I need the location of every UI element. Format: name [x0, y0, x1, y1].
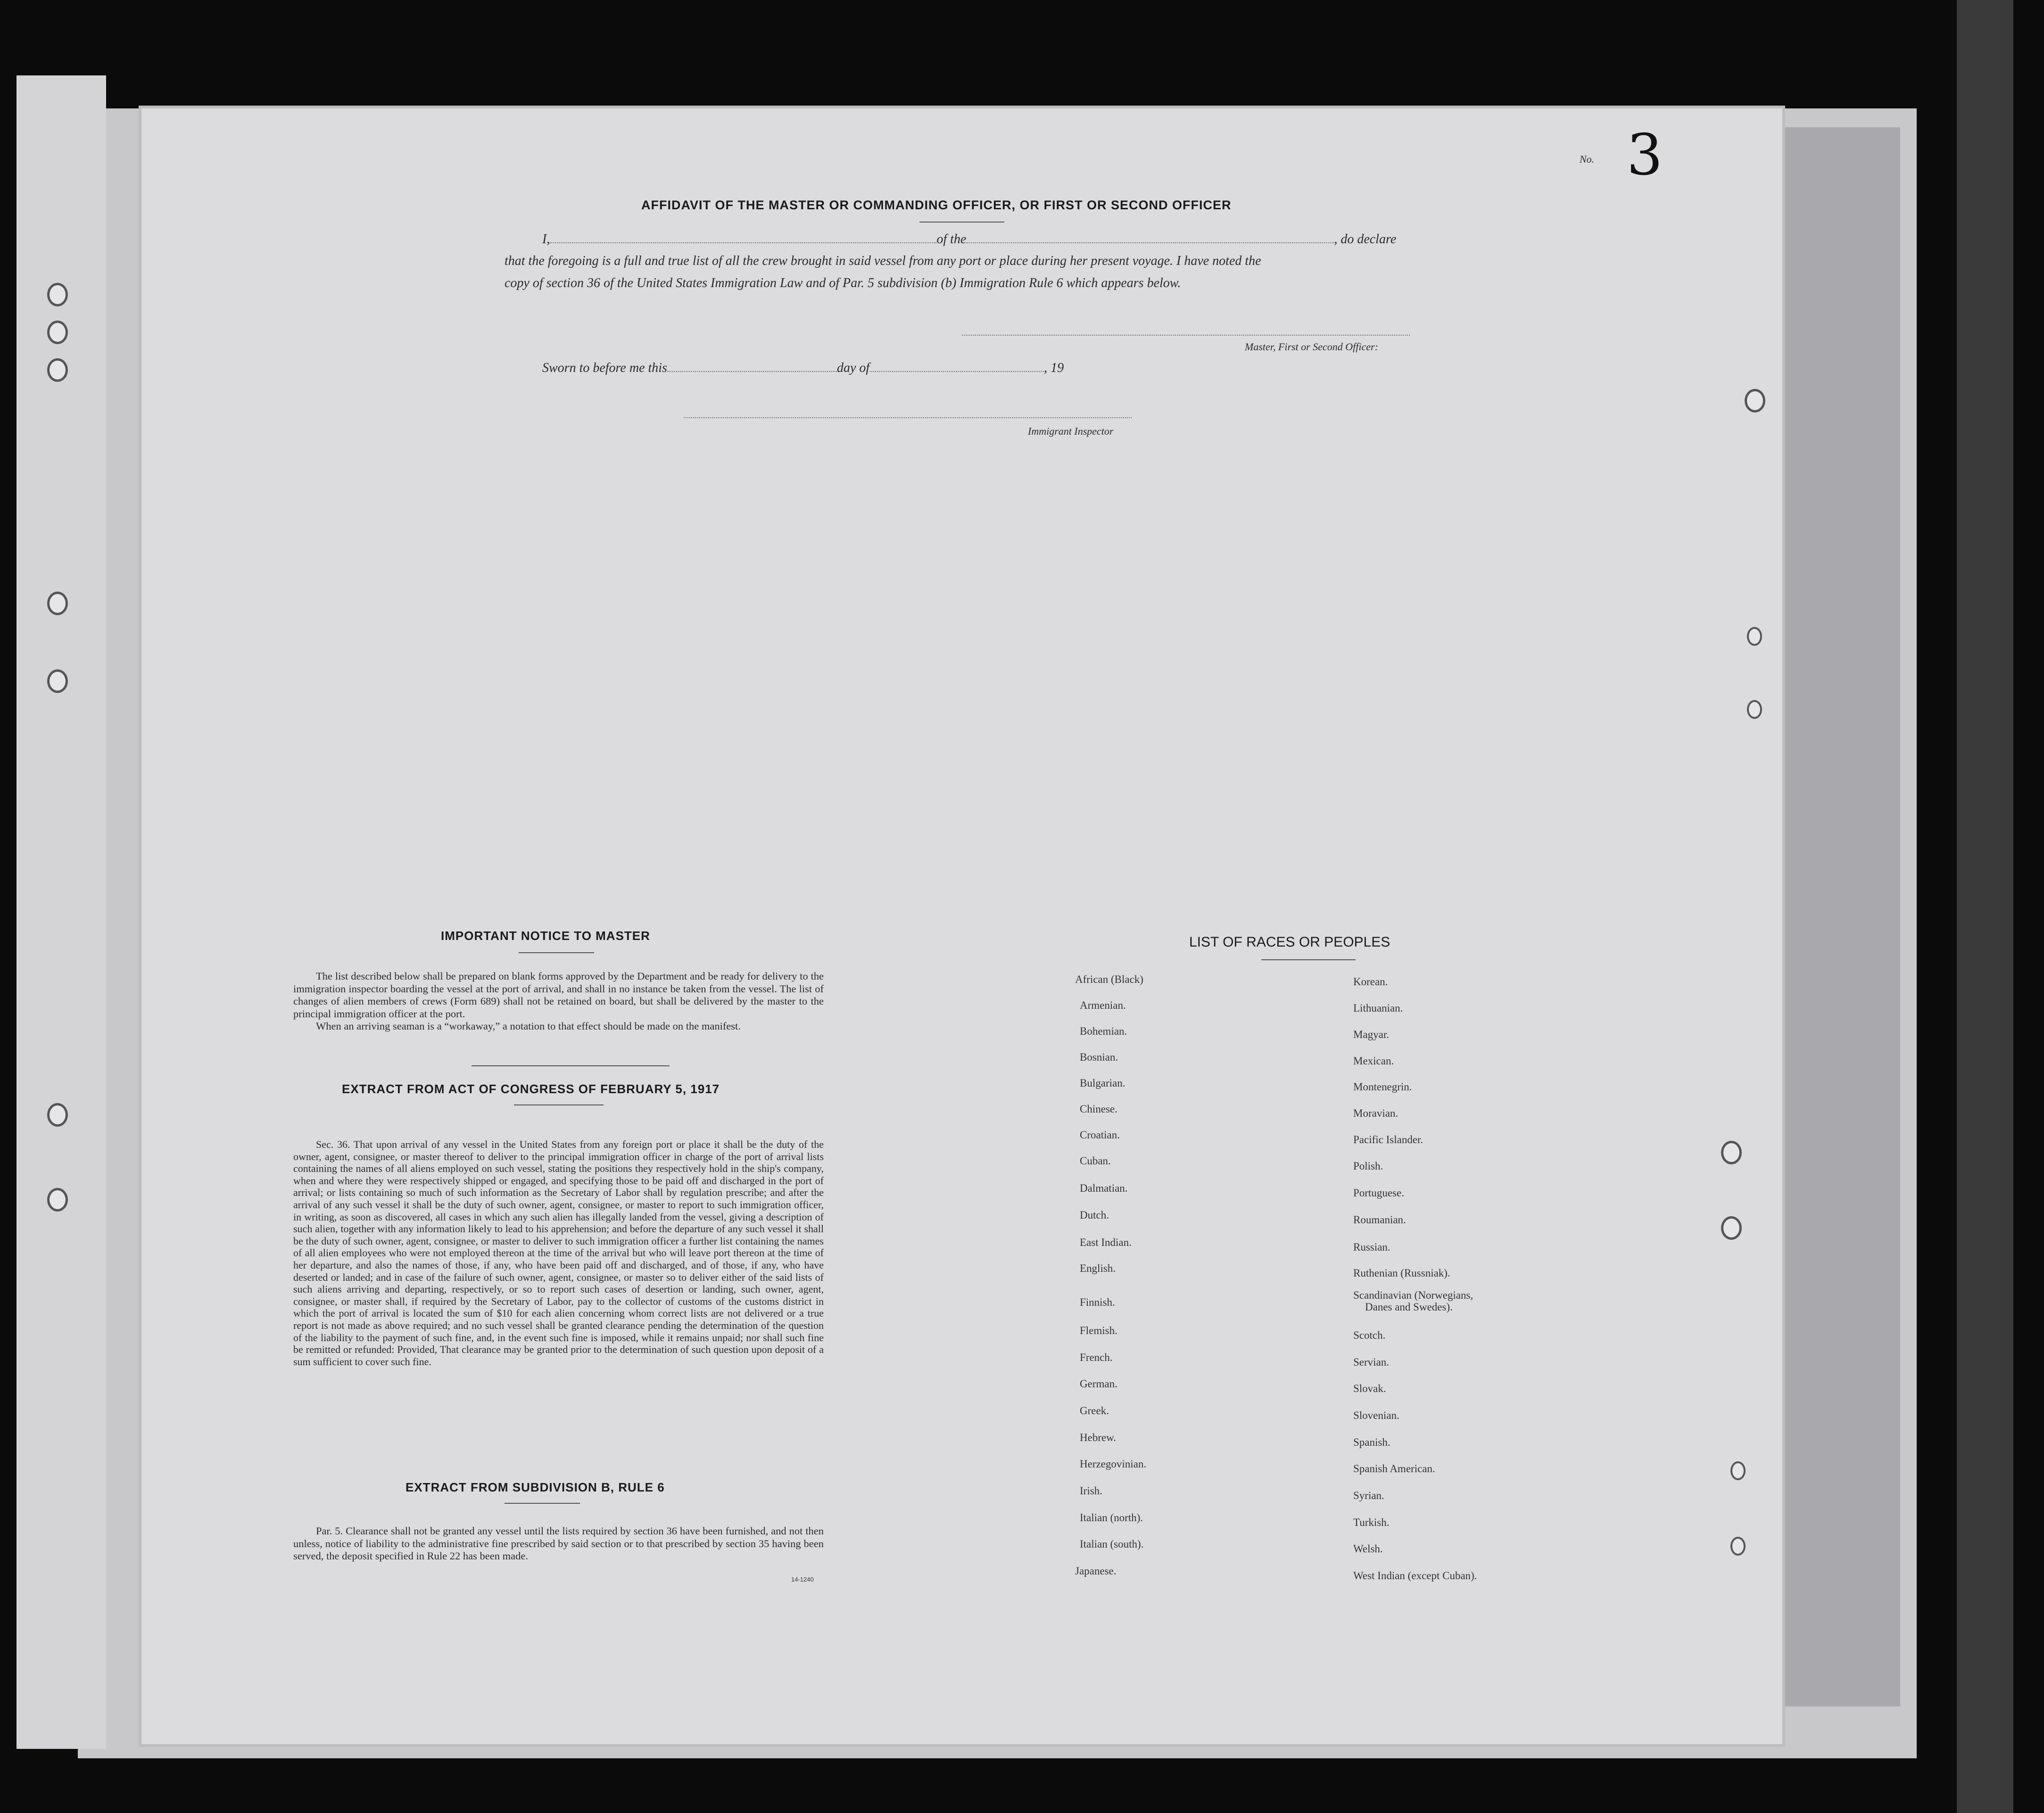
race-item: Herzegovinian.: [1080, 1458, 1147, 1470]
race-item: Korean.: [1353, 976, 1388, 988]
race-item: Turkish.: [1353, 1516, 1390, 1528]
race-item: Finnish.: [1080, 1296, 1115, 1308]
race-item: Polish.: [1353, 1160, 1383, 1172]
race-item: Bosnian.: [1080, 1051, 1118, 1063]
day-of-text: day of: [836, 361, 870, 375]
binder-hole: [47, 321, 68, 344]
affidavit-line-1: [542, 232, 1396, 247]
notice-heading: IMPORTANT NOTICE TO MASTER: [441, 929, 650, 943]
race-item: Scotch.: [1353, 1329, 1386, 1341]
race-item: English.: [1080, 1262, 1116, 1274]
race-item: Dalmatian.: [1080, 1182, 1128, 1194]
affidavit-line-3: copy of section 36 of the United States Immigration Law and of Par. 5 subdivision (b) Immigration Rule 6 which appears below.: [505, 276, 1181, 290]
race-item: Hebrew.: [1080, 1432, 1117, 1443]
master-signature-line: [962, 335, 1410, 336]
race-item: African (Black): [1075, 973, 1143, 985]
race-item: Mexican.: [1353, 1055, 1394, 1067]
race-item: Lithuanian.: [1353, 1002, 1403, 1014]
race-item: Roumanian.: [1353, 1214, 1406, 1226]
affidavit-line-2: that the foregoing is a full and true list of all the crew brought in said vessel from any port or place during her present voyage. I have noted the: [505, 254, 1261, 268]
par-5-text: Par. 5. Clearance shall not be granted any vessel until the lists required by section 36 have been furnished, and not then unless, notice of liability to the administrative fine prescribed by said section or to that prescribed by section 35 having been served, the deposit specified in Rule 22 has been made.: [293, 1525, 824, 1562]
affidavit-title: AFFIDAVIT OF THE MASTER OR COMMANDING OFFICER, OR FIRST OR SECOND OFFICER: [641, 198, 1232, 212]
notice-paragraph-1: The list described below shall be prepared on blank forms approved by the Department and be ready for delivery to the immigration inspector boarding the vessel at the port of arrival, and shall in no instance be taken from the vessel. The list of changes of alien members of crews (Form 689) shall not be retained on board, but shall be delivered by the master to the principal immigration officer at the port.: [293, 970, 824, 1020]
race-item: Irish.: [1080, 1485, 1102, 1497]
section-36-text: Sec. 36. That upon arrival of any vessel in the United States from any foreign port or place it shall be the duty of the owner, agent, consignee, or master thereof to deliver to the principal immigration officer in charge of the port of arrival lists containing the names of all aliens employed on such vessel, stating the positions they respectively hold in the ship's company, when and where they were respectively shipped or engaged, and specifying those to be paid off and discharged in the port of arrival; or lists containing so much of such information as the Secretary of Labor shall by regulation prescribe; and after the arrival of any such vessel it shall be the duty of such owner, agent, consignee, or master to report to such immigration officer, in writing, as soon as discovered, all cases in which any such alien has illegally landed from the vessel, giving a description of such alien, together with any information likely to lead to his apprehension; and before the departure of any such vessel it shall be the duty of such owner, agent, consignee, or master to deliver to such immigration officer a further list containing the names of all alien employees who were not employed thereon at the time of the arrival but who will leave port thereon at the time of her departure, and also the names of those, if any, who have been paid off and discharged, and of those, if any, who have deserted or landed; and in case of the failure of such owner, agent, consignee, or master so to deliver either of the said lists of such aliens arriving and departing, respectively, or so to report such cases of desertion or landing, such owner, agent, consignee, or master shall, if required by the Secretary of Labor, pay to the collector of customs of the customs district in which the port of arrival is located the sum of $10 for each alien concerning whom correct lists are not delivered or a true report is not made as above required; and no such vessel shall be granted clearance pending the determination of the question of the liability to the payment of such fine, and, in the event such fine is imposed, while it remains unpaid; nor shall such fine be remitted or refunded: Provided, That clearance may be granted prior to the determination of such question upon deposit of a sum sufficient to cover such fine.: [293, 1138, 824, 1368]
edge-hole: [1721, 1216, 1742, 1240]
race-item: German.: [1080, 1378, 1117, 1390]
binder-hole: [47, 358, 68, 382]
race-item: Servian.: [1353, 1356, 1390, 1368]
binder-hole: [47, 592, 68, 615]
race-item: Greek.: [1080, 1405, 1109, 1417]
page-number: [1580, 153, 1594, 165]
notice-paragraph-2: When an arriving seaman is a “workaway,” a notation to that effect should be made on the manifest.: [316, 1020, 741, 1032]
race-item: Bulgarian.: [1080, 1077, 1125, 1089]
race-item: Cuban.: [1080, 1155, 1111, 1167]
binder-spine: [1957, 0, 2013, 1813]
race-item: Slovak.: [1353, 1383, 1386, 1394]
race-item: Russian.: [1353, 1241, 1390, 1253]
race-item: Croatian.: [1080, 1129, 1120, 1141]
race-item: Spanish.: [1353, 1436, 1390, 1448]
page-hole: [1747, 700, 1762, 719]
race-item: Pacific Islander.: [1353, 1134, 1423, 1145]
notice-body: [293, 970, 824, 1033]
sworn-text: Sworn to before me this: [542, 361, 667, 375]
edge-hole: [1721, 1141, 1742, 1164]
number-label: No.: [1580, 153, 1595, 165]
race-item: Scandinavian (Norwegians,: [1353, 1289, 1473, 1301]
races-heading: LIST OF RACES OR PEOPLES: [1189, 934, 1390, 950]
name-blank: [550, 242, 936, 243]
binder-hole: [47, 1103, 68, 1127]
form-number: 14-1240: [791, 1576, 814, 1583]
affidavit-i: I,: [542, 232, 550, 247]
race-item: Bohemian.: [1080, 1025, 1127, 1037]
notice-rule: [519, 952, 594, 953]
binder-hole: [47, 669, 68, 693]
race-item: Danes and Swedes).: [1365, 1301, 1453, 1313]
section-rule: [472, 1065, 670, 1066]
inspector-label: Immigrant Inspector: [1028, 425, 1114, 437]
stamped-page-number: 3: [1627, 123, 1663, 188]
race-item: Magyar.: [1353, 1029, 1390, 1040]
page-hole: [1730, 1461, 1746, 1480]
race-item: Armenian.: [1080, 999, 1126, 1011]
next-page-edge: [1782, 127, 1900, 1706]
day-blank: [667, 371, 837, 372]
race-item: Dutch.: [1080, 1209, 1109, 1221]
extract-rule-heading: EXTRACT FROM SUBDIVISION B, RULE 6: [405, 1480, 665, 1494]
extract-rule-body: [293, 1525, 824, 1563]
race-item: Portuguese.: [1353, 1187, 1404, 1199]
race-item: Japanese.: [1075, 1565, 1117, 1577]
title-rule: [919, 222, 1004, 223]
extract-act-heading: EXTRACT FROM ACT OF CONGRESS OF FEBRUARY 5, 1917: [342, 1082, 720, 1096]
race-item: Ruthenian (Russniak).: [1353, 1267, 1450, 1279]
extract-act-body: [293, 1138, 824, 1368]
race-item: Montenegrin.: [1353, 1081, 1412, 1093]
race-item: French.: [1080, 1352, 1113, 1363]
affidavit-declare: , do declare: [1334, 232, 1397, 247]
races-rule: [1261, 959, 1356, 960]
race-item: Welsh.: [1353, 1543, 1383, 1555]
inspector-signature-line: [684, 417, 1132, 418]
page-hole: [1730, 1537, 1746, 1556]
race-item: Moravian.: [1353, 1107, 1399, 1119]
race-item: West Indian (except Cuban).: [1353, 1570, 1477, 1582]
manifest-page: [141, 108, 1782, 1744]
race-item: Slovenian.: [1353, 1409, 1399, 1421]
master-signature-label: Master, First or Second Officer:: [1245, 341, 1378, 353]
race-item: Spanish American.: [1353, 1463, 1435, 1475]
extract-rule-rule: [505, 1503, 580, 1504]
binder-hole: [47, 1188, 68, 1211]
race-item: East Indian.: [1080, 1236, 1132, 1248]
edge-hole: [1745, 389, 1765, 412]
month-blank: [869, 371, 1044, 372]
race-item: Italian (north).: [1080, 1512, 1143, 1524]
binder-hole: [47, 283, 68, 306]
vessel-blank: [966, 242, 1334, 243]
race-item: Syrian.: [1353, 1490, 1384, 1501]
affidavit-of-the: of the: [936, 232, 967, 247]
page-hole: [1747, 627, 1762, 646]
race-item: Flemish.: [1080, 1325, 1117, 1336]
race-item: Italian (south).: [1080, 1538, 1144, 1550]
extract-act-rule: [514, 1104, 604, 1105]
year-text: , 19: [1044, 361, 1064, 375]
sworn-line: [542, 361, 1064, 376]
race-item: Chinese.: [1080, 1103, 1117, 1115]
